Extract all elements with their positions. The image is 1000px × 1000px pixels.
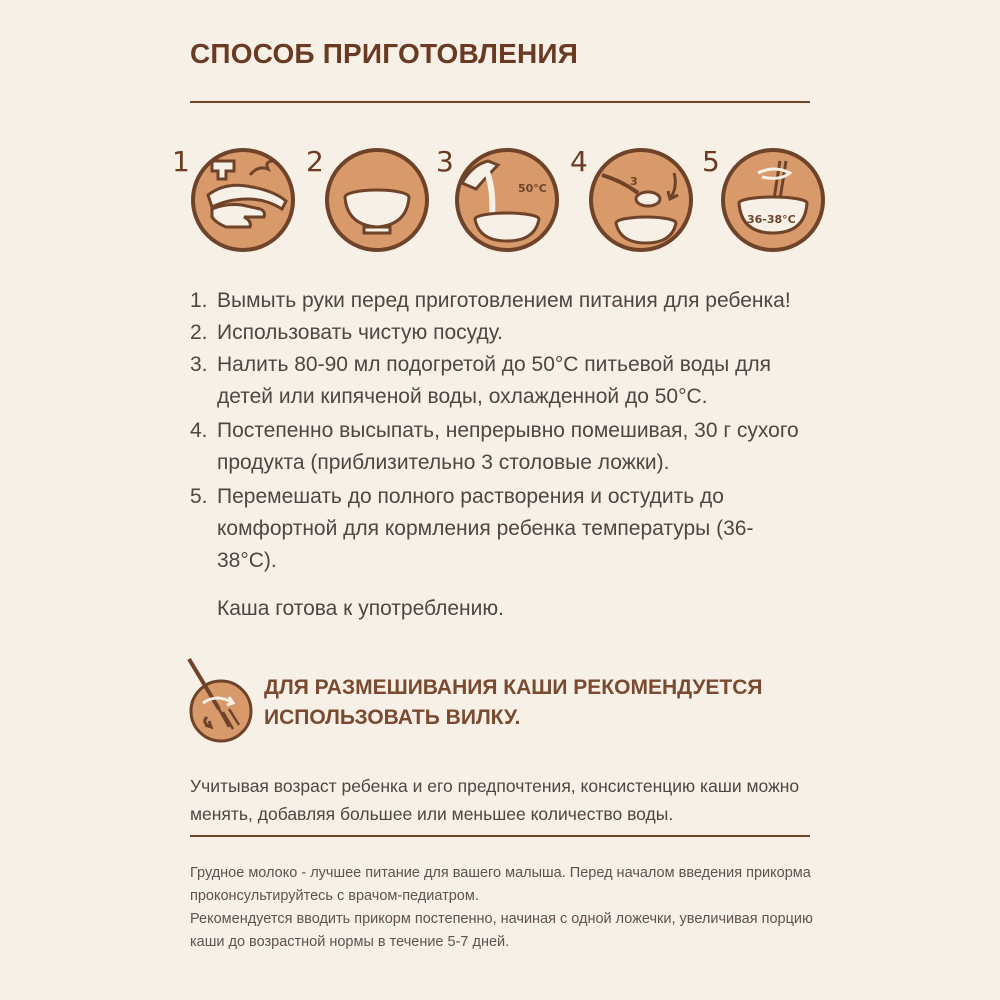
instruction-5 (190, 481, 800, 577)
water-temperature: 50°C (518, 182, 547, 195)
fork-recommendation: ДЛЯ РАЗМЕШИВАНИЯ КАШИ РЕКОМЕНДУЕТСЯ ИСПОЛЬЗОВАТЬ ВИЛКУ. (264, 676, 763, 729)
instruction-2 (190, 317, 830, 349)
fine-print (190, 862, 830, 954)
step-1 (172, 145, 302, 255)
instruction-text: Перемешать до полного растворения и остудить до комфортной для кормления ребенка температуры (36-38°C). (217, 485, 754, 572)
instruction-number: 2. (190, 321, 208, 344)
instructions-list (190, 285, 830, 625)
step-number: 5 (702, 145, 720, 178)
instruction-text: Налить 80-90 мл подогретой до 50°C питьевой воды для детей или кипяченой воды, охлажденной до 50°C. (217, 353, 771, 408)
instruction-number: 3. (190, 353, 208, 376)
introduction-note: Рекомендуется вводить прикорм постепенно, начиная с одной ложечки, увеличивая порцию каши до возрастной нормы в течение 5-7 дней. (190, 911, 813, 950)
page-title: СПОСОБ ПРИГОТОВЛЕНИЯ (190, 38, 579, 69)
pouring-water-icon (454, 147, 560, 253)
steps-illustration-row (172, 145, 832, 255)
step-number: 4 (570, 145, 588, 178)
step-number: 1 (172, 145, 190, 178)
instruction-number: 4. (190, 419, 208, 442)
bottom-divider (190, 835, 810, 837)
serving-temperature: 36-38°C (747, 213, 796, 226)
instruction-text: Вымыть руки перед приготовлением питания для ребенка! (217, 289, 791, 312)
fork-stir-icon (183, 655, 255, 745)
instruction-number: 5. (190, 485, 208, 508)
washing-hands-icon (190, 147, 296, 253)
spoon-powder-icon (588, 147, 694, 253)
step-number: 2 (306, 145, 324, 178)
instruction-1 (190, 285, 830, 317)
spoon-count: 3 (630, 175, 638, 188)
instruction-text: Постепенно высыпать, непрерывно помешивая, 30 г сухого продукта (приблизительно 3 столовые ложки). (217, 419, 799, 474)
step-4 (570, 145, 700, 255)
instruction-3 (190, 349, 780, 413)
instruction-number: 1. (190, 289, 208, 312)
stirring-bowl-icon (720, 147, 826, 253)
breastfeeding-note: Грудное молоко - лучшее питание для вашего малыша. Перед началом введения прикорма проконсультируйтесь с врачом-педиатром. (190, 865, 811, 904)
instruction-text: Использовать чистую посуду. (217, 321, 503, 344)
step-2 (306, 145, 436, 255)
step-number: 3 (436, 145, 454, 178)
bowl-icon (324, 147, 430, 253)
consistency-note: Учитывая возраст ребенка и его предпочтения, консистенцию каши можно менять, добавляя большее или меньшее количество воды. (190, 776, 800, 824)
instruction-4 (190, 415, 810, 479)
step-5 (702, 145, 832, 255)
top-divider (190, 101, 810, 103)
ready-text: Каша готова к употреблению. (217, 597, 504, 620)
step-3 (436, 145, 566, 255)
